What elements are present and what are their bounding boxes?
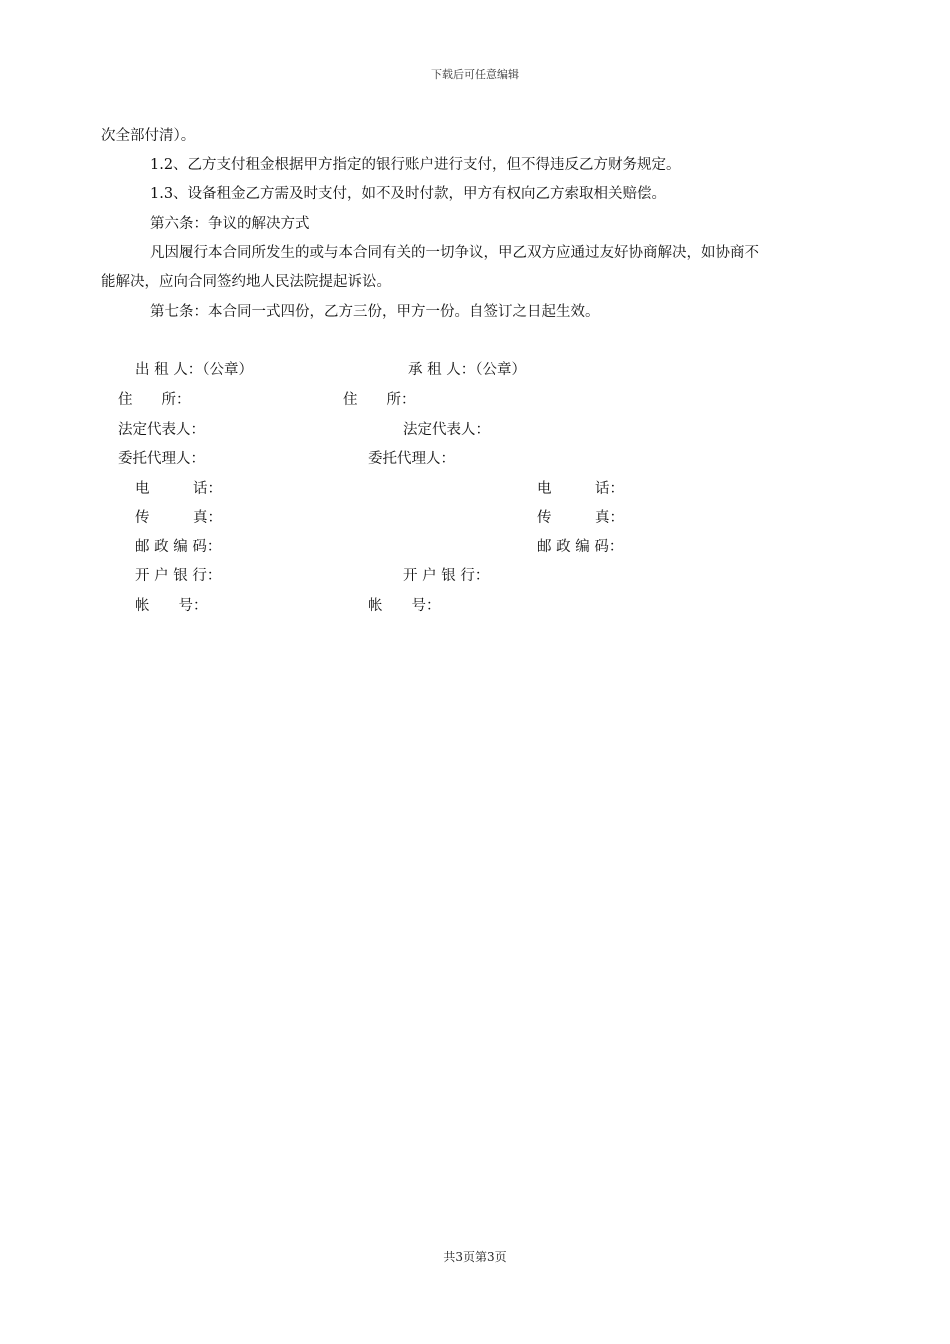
lessor-postcode-label: 邮 政 编 码：: [135, 539, 222, 555]
lessor-phone-label: 电 话：: [135, 481, 222, 497]
lessee-postcode-label: 邮 政 编 码：: [537, 539, 624, 555]
lessee-label: 承 租 人：（公章）: [408, 362, 526, 378]
lessor-legal-rep-label: 法定代表人：: [118, 422, 205, 438]
article-7: 第七条：本合同一式四份，乙方三份，甲方一份。自签订之日起生效。: [150, 304, 600, 320]
paragraph-continuation: 次全部付清）。: [101, 128, 196, 144]
article-6-text-line1: 凡因履行本合同所发生的或与本合同有关的一切争议，甲乙双方应通过友好协商解决，如协商不: [150, 245, 759, 261]
lessee-account-label: 帐 号：: [368, 598, 441, 614]
lessee-fax-label: 传 真：: [537, 510, 624, 526]
article-6-title: 第六条：争议的解决方式: [150, 216, 310, 232]
lessor-agent-label: 委托代理人：: [118, 451, 205, 467]
lessor-account-label: 帐 号：: [135, 598, 208, 614]
lessee-phone-label: 电 话：: [537, 481, 624, 497]
article-6-text-line2: 能解决，应向合同签约地人民法院提起诉讼。: [101, 274, 391, 290]
lessor-address-label: 住 所：: [118, 392, 191, 408]
lessee-bank-label: 开 户 银 行：: [403, 568, 490, 584]
lessor-fax-label: 传 真：: [135, 510, 222, 526]
lessee-address-label: 住 所：: [343, 392, 416, 408]
lessor-bank-label: 开 户 银 行：: [135, 568, 222, 584]
clause-1-3: 1.3、设备租金乙方需及时支付，如不及时付款，甲方有权向乙方索取相关赔偿。: [150, 186, 667, 202]
lessee-agent-label: 委托代理人：: [368, 451, 455, 467]
lessor-label: 出 租 人：（公章）: [135, 362, 253, 378]
page-footer: 共3页第3页: [443, 1250, 507, 1264]
page-header: 下载后可任意编辑: [431, 68, 519, 81]
clause-1-2: 1.2、乙方支付租金根据甲方指定的银行账户进行支付，但不得违反乙方财务规定。: [150, 157, 681, 173]
lessee-legal-rep-label: 法定代表人：: [403, 422, 490, 438]
